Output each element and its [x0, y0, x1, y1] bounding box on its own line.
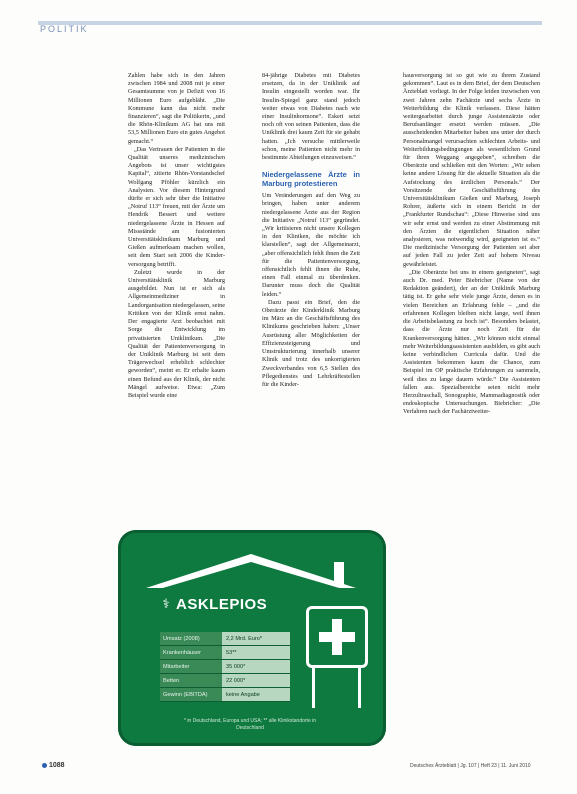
sign-post	[312, 668, 315, 708]
facts-row	[160, 632, 290, 646]
page-number: 1088	[42, 762, 65, 769]
company-logo-text: ASKLEPIOS	[176, 596, 268, 613]
paragraph: „Das Vertrauen der Patienten in die Qualität unseres medizinischen Angebots ist unser wichtigstes Kapital“, zitierte Rhön-Vorstandschef Wolfgang Pföhler kürzlich ein Analysten. Vor diesem Hintergrund dürfte er sich sehr über die Initiative „Notruf 113“ freuen, mit der Ärzte um Hendrik Bessert und weitere niedergelassene Ärzte in Hessen auf Missstände am fusionierten Universitätsklinikum Marburg und Gießen aufmerksam machen wollen, seit dem Start seit 2006 die Kinder-versorgung betrifft.	[128, 145, 225, 268]
fact-label: Mitarbeiter	[160, 660, 222, 673]
article-column-2	[262, 72, 360, 389]
sign-post	[358, 668, 361, 708]
paragraph: hausversorgung ist so gut wie zu ihrem Zustand gekommen“. Laut es in dem Brief, der dem Deutschen Ärzteblatt vorliegt. In der Folge leiden inzwischen von zwei Jahren zehn Fachärzte und sechs Ärzte in Weiterbildung die Klinik verlassen. Diese hätten weitergearbeitet durch junge Assistenzärzte oder Berufsanfänger ersetzt werden müssen. „Die ausscheidenden Mitarbeiter haben uns unter der durch Personalmangel verursachten schlechten Arbeits- und Weiterbildungsbedingungen als wesentlichen Grund für ihren Weggang angegeben“, schreiben die Oberärzte und schließen mit den Worten: „Wir sehen keine andere Lösung für die aktuelle Situation als die Aufstockung des ärztlichen Personals.“ Der Vorsitzende der Geschäftsführung des Universitätsklinikum Gießen und Marburg, Joseph Rohrer, äußerte sich in einem Bericht in der „Frankfurter Rundschau“: „Diese Hinweise sind uns wir sehr ernst und werden zu einer Abstimmung mit den Ärzten die eigentlichen Situation näher analysieren, was notwendig wird, geeigneten ist es.“ Die medizinische Versorgung der Patienten sei aber auf jeden Fall zu jeder Zeit auf hohem Niveau gewährleistet.	[403, 72, 540, 268]
fact-value: 2,2 Mrd. Euro*	[222, 632, 290, 645]
company-facts-table	[160, 632, 290, 702]
facts-row	[160, 674, 290, 688]
paragraph: Dazu passt ein Brief, den die Oberärzte der Kinderklinik Marburg im März an die Geschäftsführung des Klinikums geschrieben haben: „Unser Ausrüstung aller Möglichkeiten der Effizienzsteigerung und Umstrukturierung innerhalb unserer Klinik und trotz des unkorrigierten Zweckverbandes von 6,5 Stellen des Pflegedienstes und Lehrkräftestellen für die Kinder-	[262, 298, 360, 388]
chimney-shape	[334, 562, 344, 584]
facts-row	[160, 660, 290, 674]
header-rule	[38, 21, 542, 25]
medical-cross-sign-icon	[306, 606, 368, 668]
fact-label: Gewinn (EBITDA)	[160, 688, 222, 701]
article-column-3	[403, 72, 540, 417]
fact-value: 53**	[222, 646, 290, 659]
fact-label: Betten	[160, 674, 222, 687]
infographic-footnote: * in Deutschland, Europa und USA; ** alle Klinikstandorte in Deutschland	[183, 718, 317, 731]
fact-value: keine Angabe	[222, 688, 290, 701]
running-footer: Deutsches Ärzteblatt | Jg. 107 | Heft 23 | 11. Juni 2010	[410, 763, 531, 769]
fact-label: Umsatz (2008)	[160, 632, 222, 645]
paragraph: Zuletzt wurde in der Universitätsklinik Marburg ausgebildet. Nun ist er sich als Allgemeinmediziner in Landorganisation niedergelassen, seine Kritiken von der Klinik ernst nahm. Der engagierte Arzt beobachtet mit Sorge die Entwicklung im privatisierten Uniklinikum. „Die Qualität der Patientenversorgung in der Uniklinik Marburg ist seit dem Trägerwechsel erheblich schlechter geworden“, meint er. Er erhalte kaum einen Befund aus der Klinik, der nicht Mängel aufweise. Etwa: „Zum Beispiel wurde eine	[128, 268, 225, 399]
paragraph: Um Veränderungen auf den Weg zu bringen, haben unter anderem niedergelassene Ärzte aus der Region die Initiative „Notruf 113“ gegründet. „Wir kritisieren nicht unsere Kollegen in den Kliniken, die möchte ich klarstellen“, sagt der Allgemeinarzt, „aber offensichtlich fehlt ihnen die Zeit für die Patientenversorgung, offensichtlich fehlt ihnen die Ruhe, einen Fall einmal zu überdenken. Darunter muss doch die Qualität leiden.“	[262, 192, 360, 298]
fact-label: Krankenhäuser	[160, 646, 222, 659]
fact-value: 22 000*	[222, 674, 290, 687]
facts-row	[160, 646, 290, 660]
subheading: Niedergelassene Ärzte in Marburg protestieren	[262, 170, 360, 189]
page-dot-icon	[42, 763, 47, 768]
paragraph: Zahlen habe sich in den Jahren zwischen 1984 und 2008 mit je einer Gesamtsumme von je Defizit von 16 Millionen Euro aufgebläht. „Die Kommune kann das nicht mehr finanzieren“, sagt die Politikerin, „und die Rhön-Klinikum AG hat uns mit 53,5 Millionen Euro ein gutes Angebot gemacht.“	[128, 72, 225, 145]
asklepios-logo-icon: ⚕	[162, 596, 170, 611]
paragraph: 84-jährige Diabetes mit Diabetes ersetzen, da in der Uniklinik auf Insulin eingestellt worden war. Ihr Insulin-Spiegel ganz stand jedoch weiter etwas von Diabetes nach wie einer Insulinhormone“. Eskeri setzt noch oft von seinen Patienten, dass die Uniklinik drei kaum Zeit für sie gehabt hatten. „Ich versuche mittlerweile schon, meine Patienten nicht mehr in bestimmte Abteilungen einzuweisen.“	[262, 72, 360, 162]
facts-row	[160, 688, 290, 702]
article-column-1	[128, 72, 225, 400]
fact-value: 35 000*	[222, 660, 290, 673]
section-label: POLITIK	[40, 24, 89, 34]
paragraph: „Die Oberärzte bei uns in einem geeigneten“, sagt auch Dr. med. Peter Biebricher (Name von der Redaktion geändert), der an der Uniklinik Marburg tätig ist. Er gehe sehr viele junge Ärzte, denen es in vielen Bereichen an Erfahrung fehle – „und die erfahrenen Kollegen bleiben nicht lange, weil ihnen die Arbeitsbelastung zu hoch ist“. Besonders belastet, dass die Ärzte nur noch Zeit für die Krankenversorgung hätten. „Wir können nicht einmal mehr Weiterbildungsassistenten ausbilden, es gibt auch keine verbindlichen Curricula dafür. Und die Assistenten bekommen kaum die Chance, zum Beispiel im OP praktische Erfahrungen zu sammeln, weil dies zu lange dauern würde.“ Die Assistenten fallen aus. Spezialbereiche seien nicht mehr Herzultraschall, Sonographie, Mammadiagnostik oder endoskopische Untersuchungen. Biebricher: „Die Verfahren nach der Fachärztweiter-	[403, 268, 540, 416]
